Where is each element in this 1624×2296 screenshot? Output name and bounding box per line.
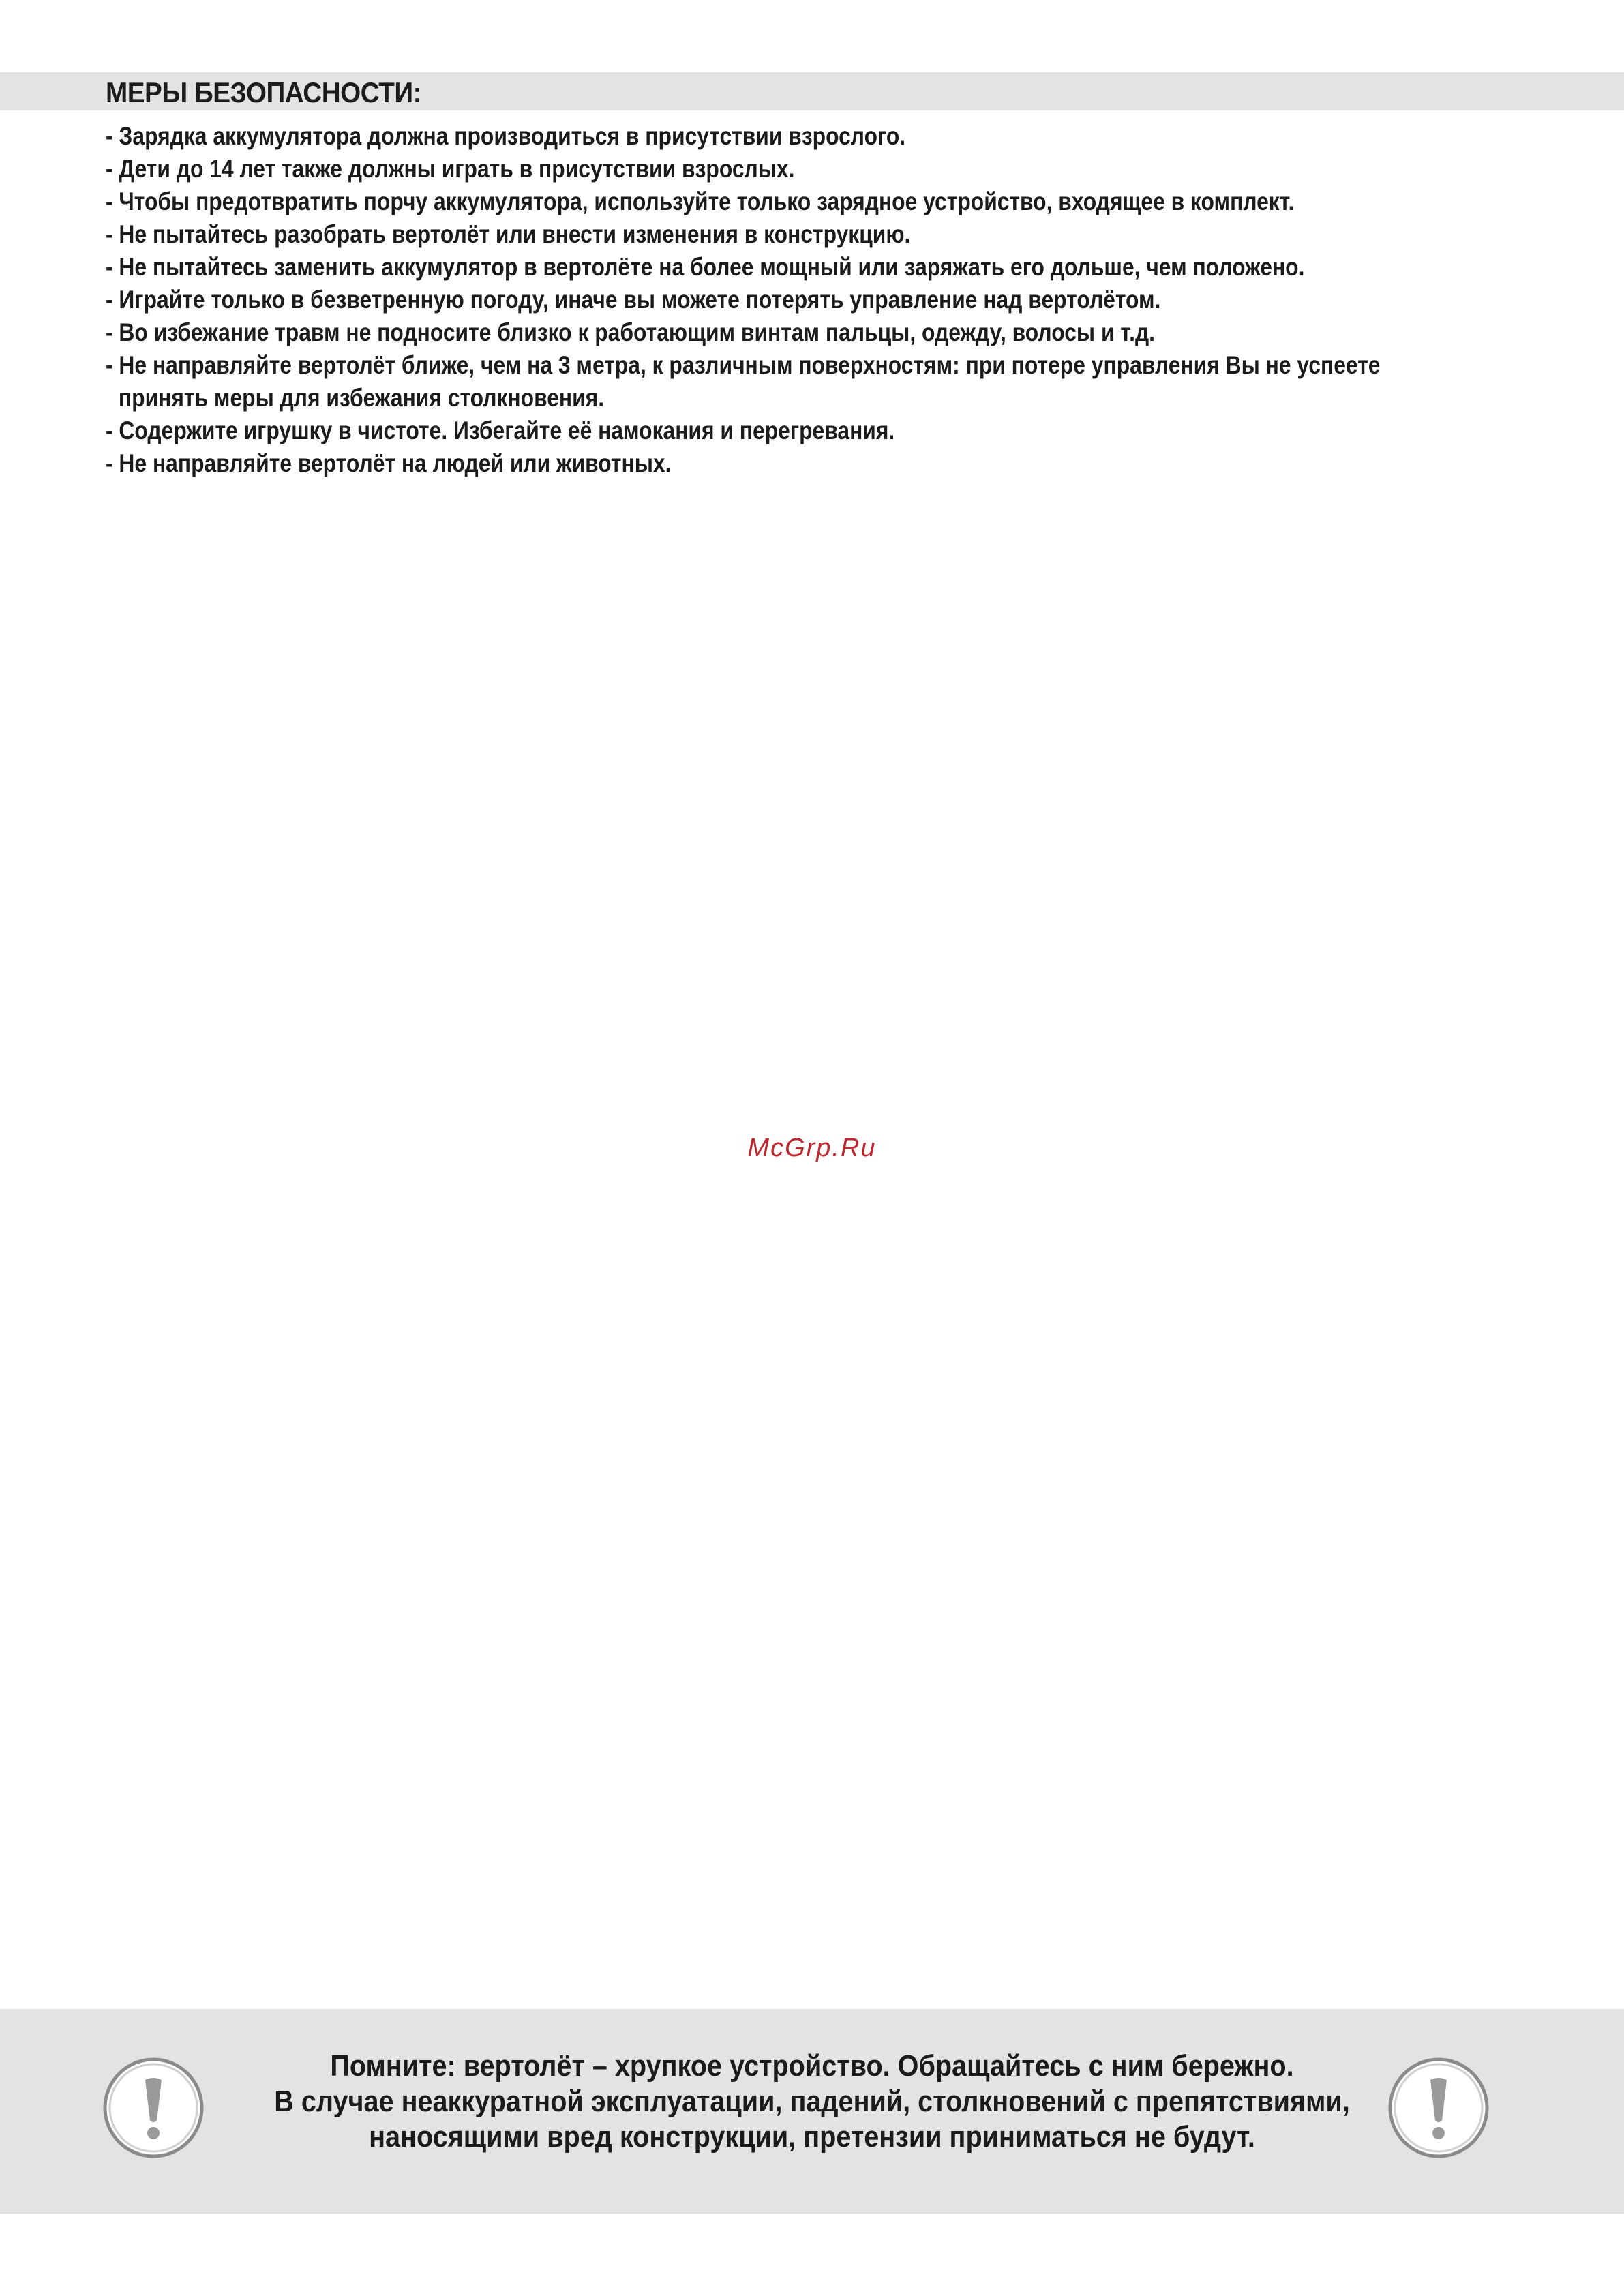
list-item-line: - Не направляйте вертолёт ближе, чем на 3 метра, к различным поверхностям: при потере управления Вы не успеете [106, 351, 1381, 379]
list-item: - Зарядка аккумулятора должна производиться в присутствии взрослого. [106, 122, 906, 150]
list-item: - Не пытайтесь разобрать вертолёт или внести изменения в конструкцию. [106, 220, 911, 248]
list-item: - Дети до 14 лет также должны играть в присутствии взрослых. [106, 155, 795, 183]
notice-line: Помните: вертолёт – хрупкое устройство. Обращайтесь с ним бережно. [330, 2049, 1294, 2083]
notice-line: наносящими вред конструкции, претензии приниматься не будут. [369, 2120, 1255, 2154]
list-item-continuation: принять меры для избежания столкновения. [118, 384, 605, 412]
list-item: - Не пытайтесь заменить аккумулятор в вертолёте на более мощный или заряжать его дольше, чем положено. [106, 253, 1305, 281]
watermark: McGrp.Ru [747, 1134, 877, 1162]
list-item [106, 349, 1542, 414]
list-item: - Содержите игрушку в чистоте. Избегайте её намокания и перегревания. [106, 417, 895, 444]
list-item: - Во избежание травм не подносите близко к работающим винтам пальцы, одежду, волосы и т.д. [106, 318, 1156, 346]
notice-text [205, 2049, 1419, 2155]
list-item: - Не направляйте вертолёт на людей или животных. [106, 449, 672, 477]
exclamation-circle-icon [102, 2057, 205, 2159]
notice-line: В случае неаккуратной эксплуатации, падений, столкновений с препятствиями, [274, 2085, 1350, 2118]
list-item: - Играйте только в безветренную погоду, иначе вы можете потерять управление над вертолётом. [106, 286, 1161, 314]
exclamation-circle-icon [1387, 2057, 1490, 2159]
list-item: - Чтобы предотвратить порчу аккумулятора, используйте только зарядное устройство, входящее в комплект. [106, 187, 1295, 215]
section-title: МЕРЫ БЕЗОПАСНОСТИ: [106, 76, 422, 108]
safety-rules-list [106, 120, 1565, 480]
notice-band [0, 2009, 1624, 2214]
